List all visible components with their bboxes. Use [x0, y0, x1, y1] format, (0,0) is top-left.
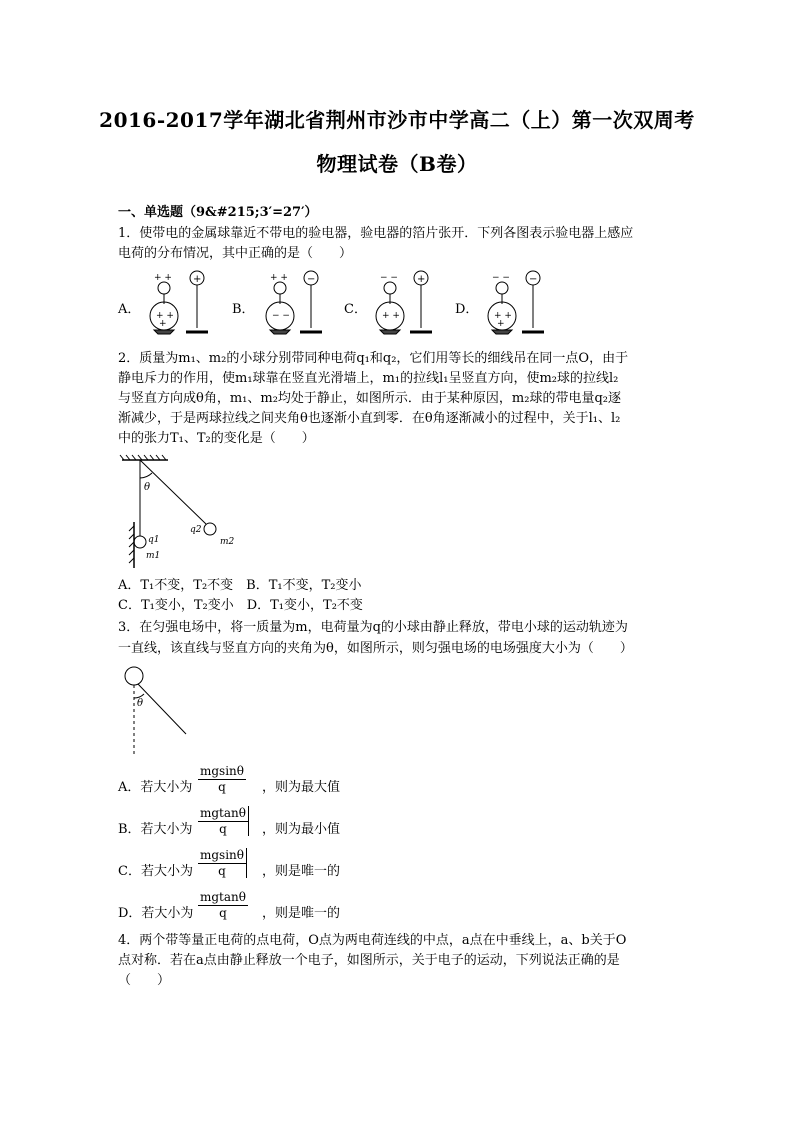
q3-option-d-denominator: q	[198, 905, 248, 920]
q1-figure-c	[366, 268, 438, 336]
q3-option-d-label: D．若大小为	[118, 906, 194, 921]
q1-figure-d	[478, 268, 550, 336]
q1-figure-b	[256, 268, 328, 336]
q3-option-a-numerator: mgsinθ	[200, 764, 245, 778]
svg-text:− −: − −	[492, 273, 510, 283]
q3-option-c-suffix: ，则是唯一的	[262, 864, 341, 879]
q1-figure-a	[140, 268, 212, 336]
svg-text:+ +: + +	[494, 311, 512, 321]
q3-option-b-numerator: mgtanθ	[200, 806, 246, 820]
q1-option-c-label: C．	[344, 302, 367, 317]
q3-trajectory-figure	[118, 664, 198, 760]
q3-option-d-fraction	[198, 890, 248, 920]
q2-options-line-1: A．T₁不变，T₂不变 B．T₁不变，T₂变小	[118, 578, 362, 593]
q3-option-c-fraction	[198, 848, 247, 878]
svg-text:+ +: + +	[156, 311, 174, 321]
q1-option-d-label: D．	[455, 302, 479, 317]
page-title-line-2: 物理试卷（B卷）	[316, 152, 478, 176]
q2-pendulum-figure	[118, 452, 248, 570]
q2-fig-m1-label: m1	[146, 551, 161, 561]
q1-text-line-2: 电荷的分布情况，其中正确的是（ ）	[118, 246, 353, 261]
q3-option-a-suffix: ，则为最大值	[262, 780, 341, 795]
q3-option-a-label: A．若大小为	[118, 780, 193, 795]
svg-text:−: −	[529, 274, 538, 285]
section-heading: 一、单选题（9&#215;3′=27′）	[118, 205, 318, 220]
q2-fig-m2-label: m2	[220, 537, 235, 547]
q4-text-line-1: 4．两个带等量正电荷的点电荷，O点为两电荷连线的中点，a点在中垂线上，a、b关于O	[118, 933, 627, 948]
svg-text:+: +	[417, 274, 426, 285]
q3-option-c-numerator: mgsinθ	[200, 848, 245, 862]
q1-text-line-1: 1．使带电的金属球靠近不带电的验电器，验电器的箔片张开．下列各图表示验电器上感应	[118, 226, 634, 241]
q3-option-a-fraction	[198, 764, 246, 794]
q4-text-line-3: （ ）	[118, 973, 171, 988]
q3-fig-theta-label: θ	[137, 698, 144, 709]
q3-option-d-numerator: mgtanθ	[200, 890, 246, 904]
svg-text:+: +	[159, 319, 167, 329]
q2-fig-q2-label: q2	[190, 525, 202, 535]
q3-option-b-denominator: q	[198, 821, 248, 836]
q1-option-b-label: B．	[232, 302, 255, 317]
q4-text-line-2: 点对称．若在a点由静止释放一个电子，如图所示，关于电子的运动，下列说法正确的是	[118, 953, 620, 968]
q3-option-b-fraction	[198, 806, 249, 836]
q2-text-line-1: 2．质量为m₁、m₂的小球分别带同种电荷q₁和q₂，它们用等长的细线吊在同一点O，由于	[118, 351, 629, 366]
svg-text:+ +: + +	[154, 273, 172, 283]
svg-text:− −: − −	[380, 273, 398, 283]
q3-text-line-1: 3．在匀强电场中，将一质量为m，电荷量为q的小球由静止释放，带电小球的运动轨迹为	[118, 620, 628, 635]
svg-text:+ +: + +	[270, 273, 288, 283]
q2-options-line-2: C．T₁变小，T₂变小 D．T₁变小，T₂不变	[118, 598, 363, 613]
q2-text-line-3: 与竖直方向成θ角，m₁、m₂均处于静止，如图所示．由于某种原因，m₂球的带电量q₂逐	[118, 391, 621, 406]
q3-option-a-denominator: q	[198, 779, 246, 794]
q3-option-d-suffix: ，则是唯一的	[262, 906, 341, 921]
svg-text:+: +	[193, 274, 202, 285]
q2-text-line-4: 渐减少，于是两球拉线之间夹角θ也逐渐小直到零．在θ角逐渐减小的过程中，关于l₁、l₂	[118, 411, 621, 426]
q2-fig-theta-label: θ	[144, 482, 151, 493]
q3-option-b-suffix: ，则为最小值	[262, 822, 341, 837]
q3-option-c-label: C．若大小为	[118, 864, 193, 879]
q3-text-line-2: 一直线，该直线与竖直方向的夹角为θ，如图所示，则匀强电场的电场强度大小为（ ）	[118, 641, 633, 656]
svg-text:− −: − −	[272, 311, 290, 321]
svg-text:−: −	[307, 274, 316, 285]
svg-text:+: +	[497, 319, 505, 329]
q3-option-b-label: B．若大小为	[118, 822, 193, 837]
q2-text-line-5: 中的张力T₁、T₂的变化是（ ）	[118, 431, 315, 446]
page-title-line-1: 2016-2017学年湖北省荆州市沙市中学高二（上）第一次双周考	[99, 108, 695, 132]
q2-fig-q1-label: q1	[148, 535, 160, 545]
q1-option-a-label: A．	[118, 302, 141, 317]
q2-text-line-2: 静电斥力的作用，使m₁球靠在竖直光滑墙上，m₁的拉线l₁呈竖直方向，使m₂球的拉线l₂	[118, 371, 619, 386]
svg-text:+ +: + +	[382, 311, 400, 321]
q3-option-c-denominator: q	[198, 863, 246, 878]
